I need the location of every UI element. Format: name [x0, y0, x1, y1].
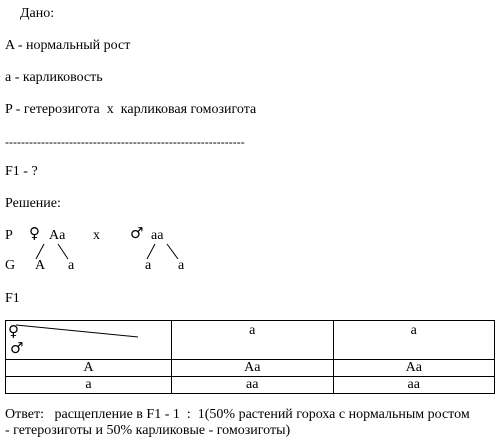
given-title: Дано: — [20, 6, 55, 21]
corner-male-symbol: ♂ — [10, 339, 24, 357]
col-header-2: a — [333, 321, 495, 360]
male-symbol: ♂ — [130, 224, 144, 242]
male-gamete-1: a — [145, 258, 152, 273]
cell-1-1: Aa — [172, 360, 334, 377]
solution-title: Решение: — [5, 196, 61, 211]
punnett-corner — [6, 321, 172, 360]
p-label: P — [5, 228, 13, 243]
female-branch-left — [36, 244, 44, 259]
male-gamete-2: a — [178, 258, 185, 273]
punnett-row-1 — [6, 360, 495, 377]
col-header-1: a — [172, 321, 334, 360]
punnett-header-row — [6, 321, 495, 360]
separator: ------------------------------------------------------------ — [5, 135, 245, 149]
question: F1 - ? — [5, 164, 38, 179]
female-branch-right — [58, 244, 68, 259]
f1-label: F1 — [5, 291, 20, 306]
male-branch-right — [167, 244, 178, 259]
female-gamete-1: A — [35, 258, 46, 273]
allele-dominant: A - нормальный рост — [5, 38, 131, 53]
parents-description: P - гетерозигота x карликовая гомозигота — [5, 102, 257, 117]
cell-2-1: aa — [172, 377, 334, 394]
corner-female-symbol: ♀ — [8, 322, 19, 340]
cell-1-2: Aa — [333, 360, 495, 377]
answer-line-2: - гетерозиготы и 50% карликовые - гомозиготы) — [5, 423, 291, 438]
row-gamete-1: A — [6, 360, 172, 377]
punnett-square — [5, 320, 495, 394]
punnett-row-2 — [6, 377, 495, 394]
female-gamete-2: a — [68, 258, 75, 273]
corner-diagonal — [6, 321, 171, 357]
male-genotype: aa — [151, 228, 164, 243]
g-label: G — [5, 258, 16, 273]
cross-sign: x — [93, 228, 100, 243]
answer-line-1: Ответ: расщепление в F1 - 1 : 1(50% растений гороха с нормальным ростом — [5, 407, 470, 422]
allele-recessive: a - карликовость — [5, 70, 103, 85]
row-gamete-2: a — [6, 377, 172, 394]
cell-2-2: aa — [333, 377, 495, 394]
female-symbol: ♀ — [29, 224, 40, 242]
female-genotype: Aa — [49, 228, 66, 243]
male-branch-left — [147, 244, 155, 259]
